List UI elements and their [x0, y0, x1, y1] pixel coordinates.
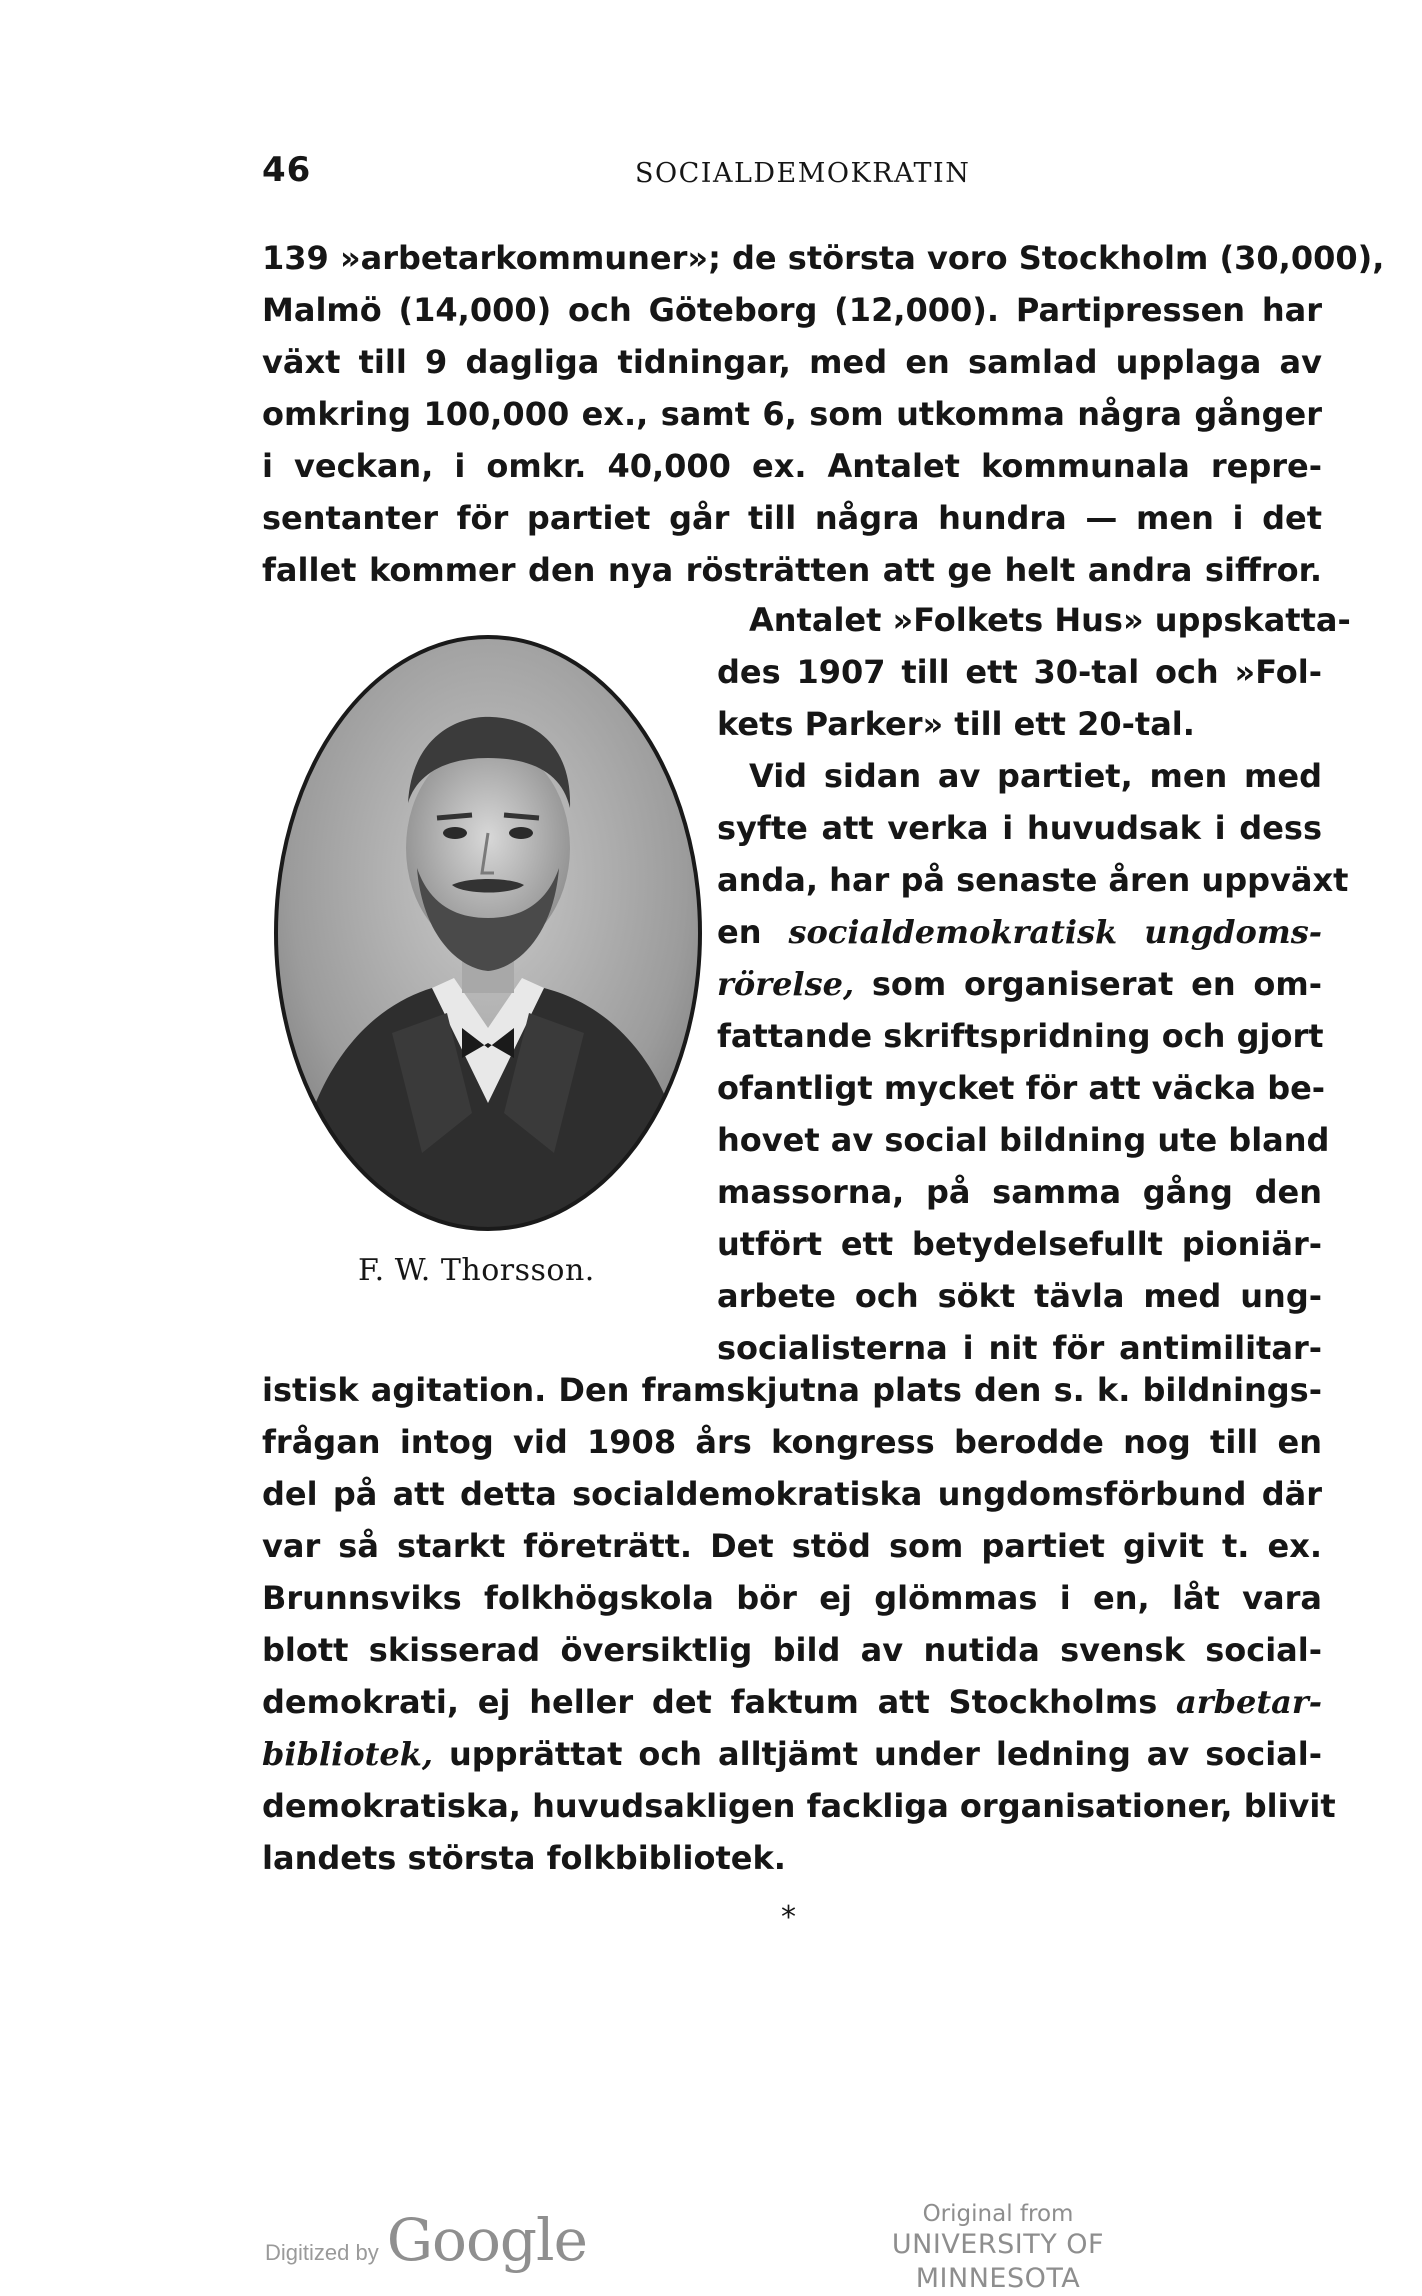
text-line: fallet kommer den nya rösträtten att ge helt andra siffror. — [262, 551, 1322, 589]
text-line: Antalet »Folkets Hus» uppskatta- — [749, 601, 1351, 639]
text-line: anda, har på senaste åren uppväxt — [717, 861, 1349, 899]
text-line — [262, 1676, 1322, 1728]
digitized-by-google — [265, 2206, 587, 2274]
text-line: kets Parker» till ett 20-tal. — [717, 705, 1195, 743]
text-fragment: en — [717, 913, 789, 951]
portrait-caption: F. W. Thorsson. — [358, 1253, 595, 1288]
page-number: 46 — [262, 150, 312, 190]
digitized-label: Digitized by — [265, 2240, 379, 2265]
original-from-label: Original from — [922, 2201, 1074, 2227]
italic-term: arbetar- — [1176, 1683, 1322, 1721]
italic-term: rörelse, — [717, 965, 855, 1003]
text-line: 139 »arbetarkommuner»; de största voro Stockholm (30,000), — [262, 239, 1385, 277]
text-line — [717, 958, 1322, 1010]
text-line: hovet av social bildning ute bland — [717, 1121, 1330, 1159]
text-line: omkring 100,000 ex., samt 6, som utkomma några gånger — [262, 395, 1322, 433]
text-fragment: som organiserat en om- — [854, 965, 1322, 1003]
text-line: ofantligt mycket för att väcka be- — [717, 1069, 1326, 1107]
text-line: växt till 9 dagliga tidningar, med en samlad upplaga av — [262, 343, 1322, 381]
text-line: massorna, på samma gång den — [717, 1173, 1322, 1211]
side-paragraph — [717, 594, 1351, 1374]
text-line: istisk agitation. Den framskjutna plats den s. k. bildnings- — [262, 1371, 1322, 1409]
university-name: UNIVERSITY OF MINNESOTA — [891, 2229, 1105, 2294]
portrait-image — [272, 633, 705, 1248]
source-attribution — [833, 2200, 1163, 2296]
text-line: Brunnsviks folkhögskola bör ej glömmas i en, låt vara — [262, 1579, 1322, 1617]
text-line: socialisterna i nit för antimilitar- — [717, 1329, 1322, 1367]
google-logo: Google — [386, 2206, 587, 2274]
text-line: landets största folkbibliotek. — [262, 1839, 786, 1877]
italic-term: bibliotek, — [262, 1735, 434, 1773]
top-paragraph — [262, 232, 1385, 596]
text-fragment: demokrati, ej heller det faktum att Stockholms — [262, 1683, 1177, 1721]
text-line: frågan intog vid 1908 års kongress berodde nog till en — [262, 1423, 1322, 1461]
text-line: var så starkt företrätt. Det stöd som partiet givit t. ex. — [262, 1527, 1322, 1565]
text-line: Malmö (14,000) och Göteborg (12,000). Partipressen har — [262, 291, 1322, 329]
text-line: des 1907 till ett 30-tal och »Fol- — [717, 653, 1322, 691]
running-head: SOCIALDEMOKRATIN — [635, 158, 971, 189]
text-line: utfört ett betydelsefullt pioniär- — [717, 1225, 1322, 1263]
text-line: Vid sidan av partiet, men med — [749, 757, 1322, 795]
text-line: del på att detta socialdemokratiska ungdomsförbund där — [262, 1475, 1322, 1513]
text-line: fattande skriftspridning och gjort — [717, 1017, 1324, 1055]
text-fragment: upprättat och alltjämt under ledning av social- — [433, 1735, 1322, 1773]
italic-term: socialdemokratisk ungdoms- — [788, 913, 1323, 951]
bottom-paragraph — [262, 1364, 1336, 1884]
asterisk-ornament: * — [781, 1900, 796, 1935]
text-line: demokratiska, huvudsakligen fackliga organisationer, blivit — [262, 1787, 1336, 1825]
text-line — [717, 906, 1322, 958]
text-line: blott skisserad översiktlig bild av nutida svensk social- — [262, 1631, 1322, 1669]
text-line: arbete och sökt tävla med ung- — [717, 1277, 1322, 1315]
text-line: i veckan, i omkr. 40,000 ex. Antalet kommunala repre- — [262, 447, 1322, 485]
text-line: syfte att verka i huvudsak i dess — [717, 809, 1322, 847]
text-line: sentanter för partiet går till några hundra — men i det — [262, 499, 1322, 537]
text-line — [262, 1728, 1322, 1780]
